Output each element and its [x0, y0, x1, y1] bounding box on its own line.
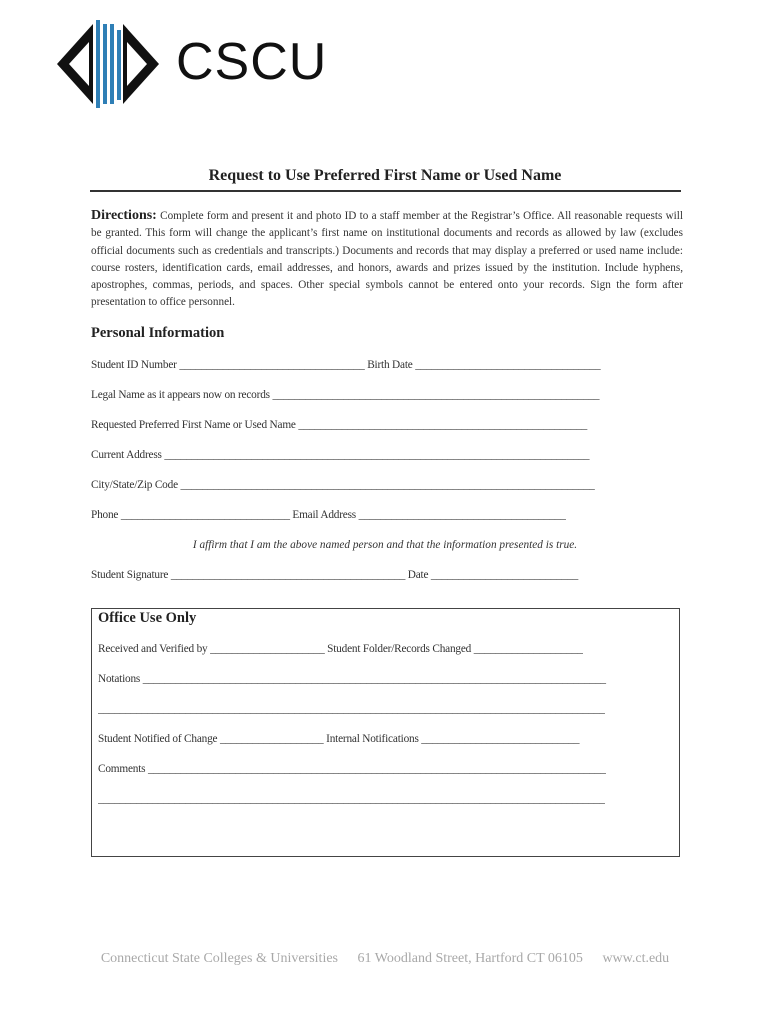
directions-paragraph: [91, 207, 683, 312]
comments-field[interactable]: Comments ____________________________________________________________________________________: [98, 763, 606, 775]
footer-address: 61 Woodland Street, Hartford CT 06105: [357, 951, 583, 966]
signature-date-field[interactable]: Student Signature ___________________________________________ Date ___________________________: [91, 569, 579, 581]
preferred-name-field[interactable]: Requested Preferred First Name or Used Name _____________________________________________________: [91, 419, 588, 431]
comments-line-2[interactable]: _____________________________________________________________________________________________: [98, 793, 605, 805]
notations-field[interactable]: Notations _____________________________________________________________________________________: [98, 673, 606, 685]
phone-email-field[interactable]: Phone _______________________________ Email Address ______________________________________: [91, 509, 566, 521]
footer-website: www.ct.edu: [602, 951, 670, 966]
cscu-logo-mark: [55, 18, 175, 110]
affirmation-statement: I affirm that I am the above named person and that the information presented is true.: [192, 539, 578, 551]
received-verified-field[interactable]: Received and Verified by _____________________ Student Folder/Records Changed ____________________: [98, 643, 583, 655]
page-footer: [0, 951, 770, 967]
office-use-heading: Office Use Only: [98, 610, 197, 626]
student-id-birthdate-field[interactable]: Student ID Number __________________________________ Birth Date __________________________________: [91, 359, 601, 371]
current-address-field[interactable]: Current Address ______________________________________________________________________________: [91, 449, 590, 461]
legal-name-field[interactable]: Legal Name as it appears now on records ____________________________________________________________: [91, 389, 600, 401]
form-title: Request to Use Preferred First Name or Used Name: [208, 167, 562, 184]
footer-org: Connecticut State Colleges & Universities: [100, 951, 338, 966]
directions-text: Complete form and present it and photo ID to a staff member at the Registrar’s Office. All reasonable requests will be granted. This form will change the applicant’s first name on institutional documents and records as allowed by law (excludes official documents such as credentials and transcripts.) Documents and records that may display a preferred or used name include: course rosters, identification cards, email addresses, and honors, awards and prizes issued by the institution. Include hyphens, apostrophes, commas, periods, and spaces. Other special symbols cannot be entered onto your records. Sign the form after presentation to office personnel.: [91, 210, 683, 309]
title-divider: [90, 190, 681, 192]
logo-wordmark: CSCU: [176, 33, 328, 91]
city-state-zip-field[interactable]: City/State/Zip Code ____________________________________________________________________________: [91, 479, 595, 491]
notations-line-2[interactable]: _____________________________________________________________________________________________: [98, 703, 605, 715]
directions-label: Directions:: [91, 208, 157, 223]
personal-info-heading: Personal Information: [91, 325, 225, 341]
student-notified-field[interactable]: Student Notified of Change ___________________ Internal Notifications _____________________________: [98, 733, 580, 745]
